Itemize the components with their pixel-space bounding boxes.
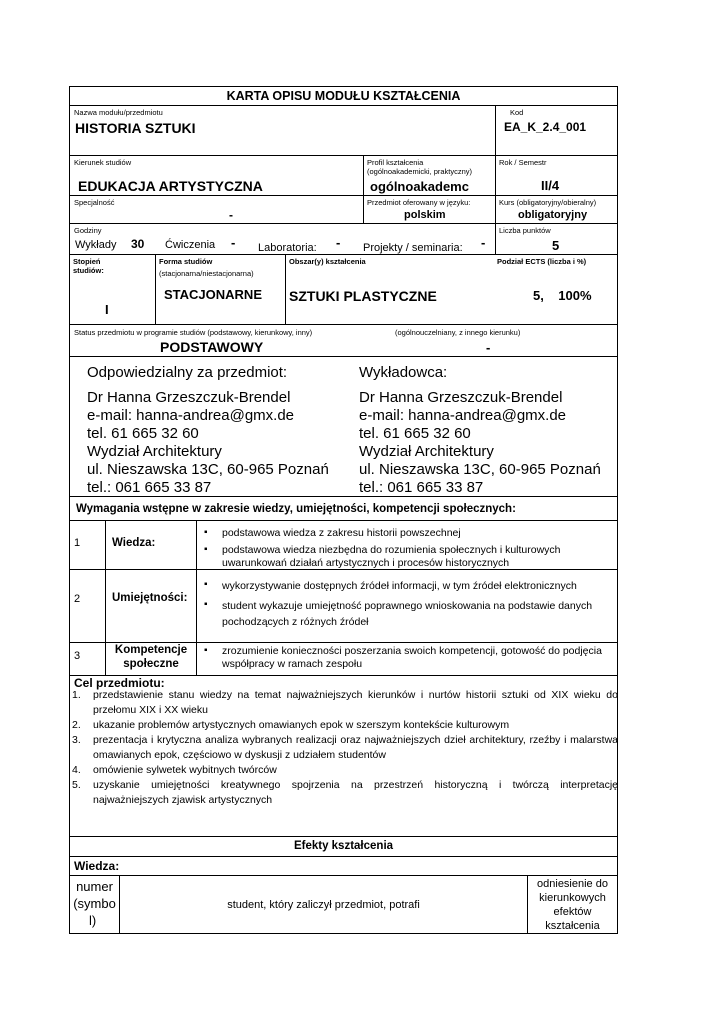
responsible-faculty: Wydział Architektury <box>87 443 222 460</box>
effects-heading-cell <box>69 836 618 857</box>
status-value-alt: - <box>486 340 491 355</box>
req-num-cell <box>69 520 106 570</box>
language-label: Przedmiot oferowany w języku: <box>367 198 471 207</box>
effects-col-number-line-2: (symbo <box>73 896 116 911</box>
form-cell <box>155 254 286 325</box>
course-value: obligatoryjny <box>518 209 588 221</box>
year-label: Rok / Semestr <box>499 158 547 167</box>
points-cell <box>495 223 618 255</box>
area-label: Obszar(y) kształcenia <box>289 257 366 266</box>
field-cell <box>69 155 364 196</box>
status-cell <box>69 324 618 357</box>
responsible-address: ul. Nieszawska 13C, 60-965 Poznań <box>87 461 329 478</box>
profile-label-hint: (ogólnoakademicki, praktyczny) <box>367 167 473 176</box>
req-items-cell <box>196 642 618 676</box>
lecturer-heading: Wykładowca: <box>359 364 448 381</box>
language-cell <box>363 195 496 224</box>
year-value: II/4 <box>541 178 560 193</box>
req-items-cell <box>196 520 618 570</box>
req-name-skills: Umiejętności: <box>112 592 188 604</box>
req-num-cell <box>69 569 106 643</box>
form-label-hint: (stacjonarna/niestacjonarna) <box>159 269 254 278</box>
degree-value: I <box>105 302 109 317</box>
lab-label: Laboratoria: <box>258 242 317 254</box>
req-name-cell <box>105 569 197 643</box>
req-name-competences: Kompetencje <box>114 644 188 656</box>
req-name-cell <box>105 642 197 676</box>
lecturer-address: ul. Nieszawska 13C, 60-965 Poznań <box>359 461 601 478</box>
list-item: ▪ zrozumienie konieczności poszerzania swoich kompetencji, gotowość do podjęcia współpracy w ramach zespołu <box>202 645 602 671</box>
list-item: 1. przedstawienie stanu wiedzy na temat najważniejszych kierunków i nurtów historii sztuki od XIX wieku do przełomu XIX i XX wieku <box>72 689 618 716</box>
code-value: EA_K_2.4_001 <box>504 120 587 134</box>
form-label: Forma studiów <box>159 257 213 266</box>
points-label: Liczba punktów <box>499 226 551 235</box>
status-value: PODSTAWOWY <box>160 339 264 355</box>
degree-label: Stopień <box>73 257 101 266</box>
list-item: 4. omówienie sylwetek wybitnych twórców <box>72 764 277 776</box>
exercises-value: - <box>231 235 236 250</box>
module-name-cell <box>69 105 496 156</box>
effects-col-description <box>119 875 528 934</box>
req-name-knowledge: Wiedza: <box>112 537 156 549</box>
area-value: SZTUKI PLASTYCZNE <box>289 288 437 304</box>
list-item: ▪ podstawowa wiedza z zakresu historii powszechnej <box>202 527 602 540</box>
field-label: Kierunek studiów <box>74 158 132 167</box>
project-value: - <box>481 235 486 250</box>
responsible-email: e-mail: hanna-andrea@gmx.de <box>87 407 295 424</box>
profile-cell <box>363 155 496 196</box>
req-name-cell <box>105 520 197 570</box>
effects-col-number <box>69 875 120 934</box>
ects-label: Podział ECTS (liczba i %) <box>497 257 587 266</box>
req-items-cell <box>196 569 618 643</box>
objective-heading: Cel przedmiotu: <box>74 676 165 690</box>
list-item: 3. prezentacja i krytyczna analiza wybranych realizacji oraz najważniejszych dzieł architektury, rzeźby i malarstwa omawianych epok, częściowo w dyskusji z udziałem studentów <box>72 734 618 761</box>
lecturer-line: Dr Hanna Grzeszczuk-Brendel <box>359 389 563 406</box>
effects-col-reference-line-3: efektów <box>553 906 592 918</box>
effects-knowledge-cell <box>69 856 618 876</box>
module-name-value: HISTORIA SZTUKI <box>75 120 196 136</box>
points-value: 5 <box>552 238 560 253</box>
responsible-phone: tel. 61 665 32 60 <box>87 425 199 442</box>
requirements-heading: Wymagania wstępne w zakresie wiedzy, umiejętności, kompetencji społecznych: <box>76 503 516 515</box>
effects-heading: Efekty kształcenia <box>293 840 394 852</box>
exercises-label: Ćwiczenia <box>165 239 216 251</box>
lecturer-email: e-mail: hanna-andrea@gmx.de <box>359 407 567 424</box>
contacts-cell <box>69 356 618 497</box>
lecturer-phone-2: tel.: 061 665 33 87 <box>359 479 484 496</box>
profile-label: Profil kształcenia <box>367 158 424 167</box>
objective-cell <box>69 675 618 837</box>
lab-value: - <box>336 235 341 250</box>
effects-col-number-line: numer <box>76 879 113 894</box>
status-label: Status przedmiotu w programie studiów (podstawowy, kierunkowy, inny) <box>74 328 313 337</box>
list-item: ▪ student wykazuje umiejętność poprawnego wnioskowania na podstawie danych pochodzących z różnych źródeł <box>202 598 602 630</box>
list-item: 5. uzyskanie umiejętności kreatywnego spojrzenia na przestrzeń historyczną i twórczą interpretację najważniejszych zjawisk artystycznych <box>72 779 618 806</box>
effects-knowledge: Wiedza: <box>74 859 120 873</box>
req-num: 3 <box>74 650 81 662</box>
effects-col-reference-line-2: kierunkowych <box>539 892 606 904</box>
responsible-phone-2: tel.: 061 665 33 87 <box>87 479 212 496</box>
effects-col-reference-line: odniesienie do <box>537 878 608 890</box>
req-name-competences-2: społeczne <box>123 658 179 670</box>
specialty-value: - <box>229 208 233 222</box>
profile-value: ogólnoakademc <box>370 179 469 194</box>
language-value: polskim <box>404 209 446 221</box>
course-label: Kurs (obligatoryjny/obieralny) <box>499 198 597 207</box>
status-label-alt: (ogólnouczelniany, z innego kierunku) <box>395 328 521 337</box>
module-name-label: Nazwa modułu/przedmiotu <box>74 108 163 117</box>
ects-value: 5, 100% <box>533 288 592 303</box>
lectures-label: Wykłady <box>75 239 117 251</box>
hours-cell <box>69 223 496 255</box>
degree-label-2: studiów: <box>73 266 104 275</box>
year-cell <box>495 155 618 196</box>
responsible-line: Dr Hanna Grzeszczuk-Brendel <box>87 389 291 406</box>
effects-col-description-label: student, który zaliczył przedmiot, potrafi <box>227 899 420 911</box>
field-value: EDUKACJA ARTYSTYCZNA <box>78 178 263 194</box>
req-num: 1 <box>74 537 81 549</box>
course-cell <box>495 195 618 224</box>
effects-col-reference <box>527 875 618 934</box>
lecturer-faculty: Wydział Architektury <box>359 443 494 460</box>
card-title-cell <box>69 86 618 106</box>
effects-col-reference-line-4: kształcenia <box>545 920 600 932</box>
code-label: Kod <box>510 108 524 117</box>
list-item: 2. ukazanie problemów artystycznych omawianych epok w szerszym kontekście kulturowym <box>72 719 510 731</box>
degree-cell <box>69 254 156 325</box>
req-num-cell <box>69 642 106 676</box>
effects-col-number-line-3: l) <box>89 913 97 928</box>
project-label: Projekty / seminaria: <box>363 242 463 254</box>
lecturer-phone: tel. 61 665 32 60 <box>359 425 471 442</box>
specialty-label: Specjalność <box>74 198 115 207</box>
area-ects-cell <box>285 254 618 325</box>
lectures-value: 30 <box>131 237 145 251</box>
list-item: ▪ podstawowa wiedza niezbędna do rozumienia społecznych i kulturowych uwarunkowań działań artystycznych i procesów historycznych <box>202 544 602 570</box>
responsible-heading: Odpowiedzialny za przedmiot: <box>87 364 288 381</box>
list-item: ▪ wykorzystywanie dostępnych źródeł informacji, w tym źródeł elektronicznych <box>202 578 602 594</box>
card-title: KARTA OPISU MODUŁU KSZTAŁCENIA <box>226 89 461 103</box>
hours-label: Godziny <box>74 226 102 235</box>
specialty-cell <box>69 195 364 224</box>
requirements-heading-cell <box>69 496 618 521</box>
form-value: STACJONARNE <box>164 287 262 302</box>
req-num: 2 <box>74 593 81 605</box>
code-cell <box>495 105 618 156</box>
